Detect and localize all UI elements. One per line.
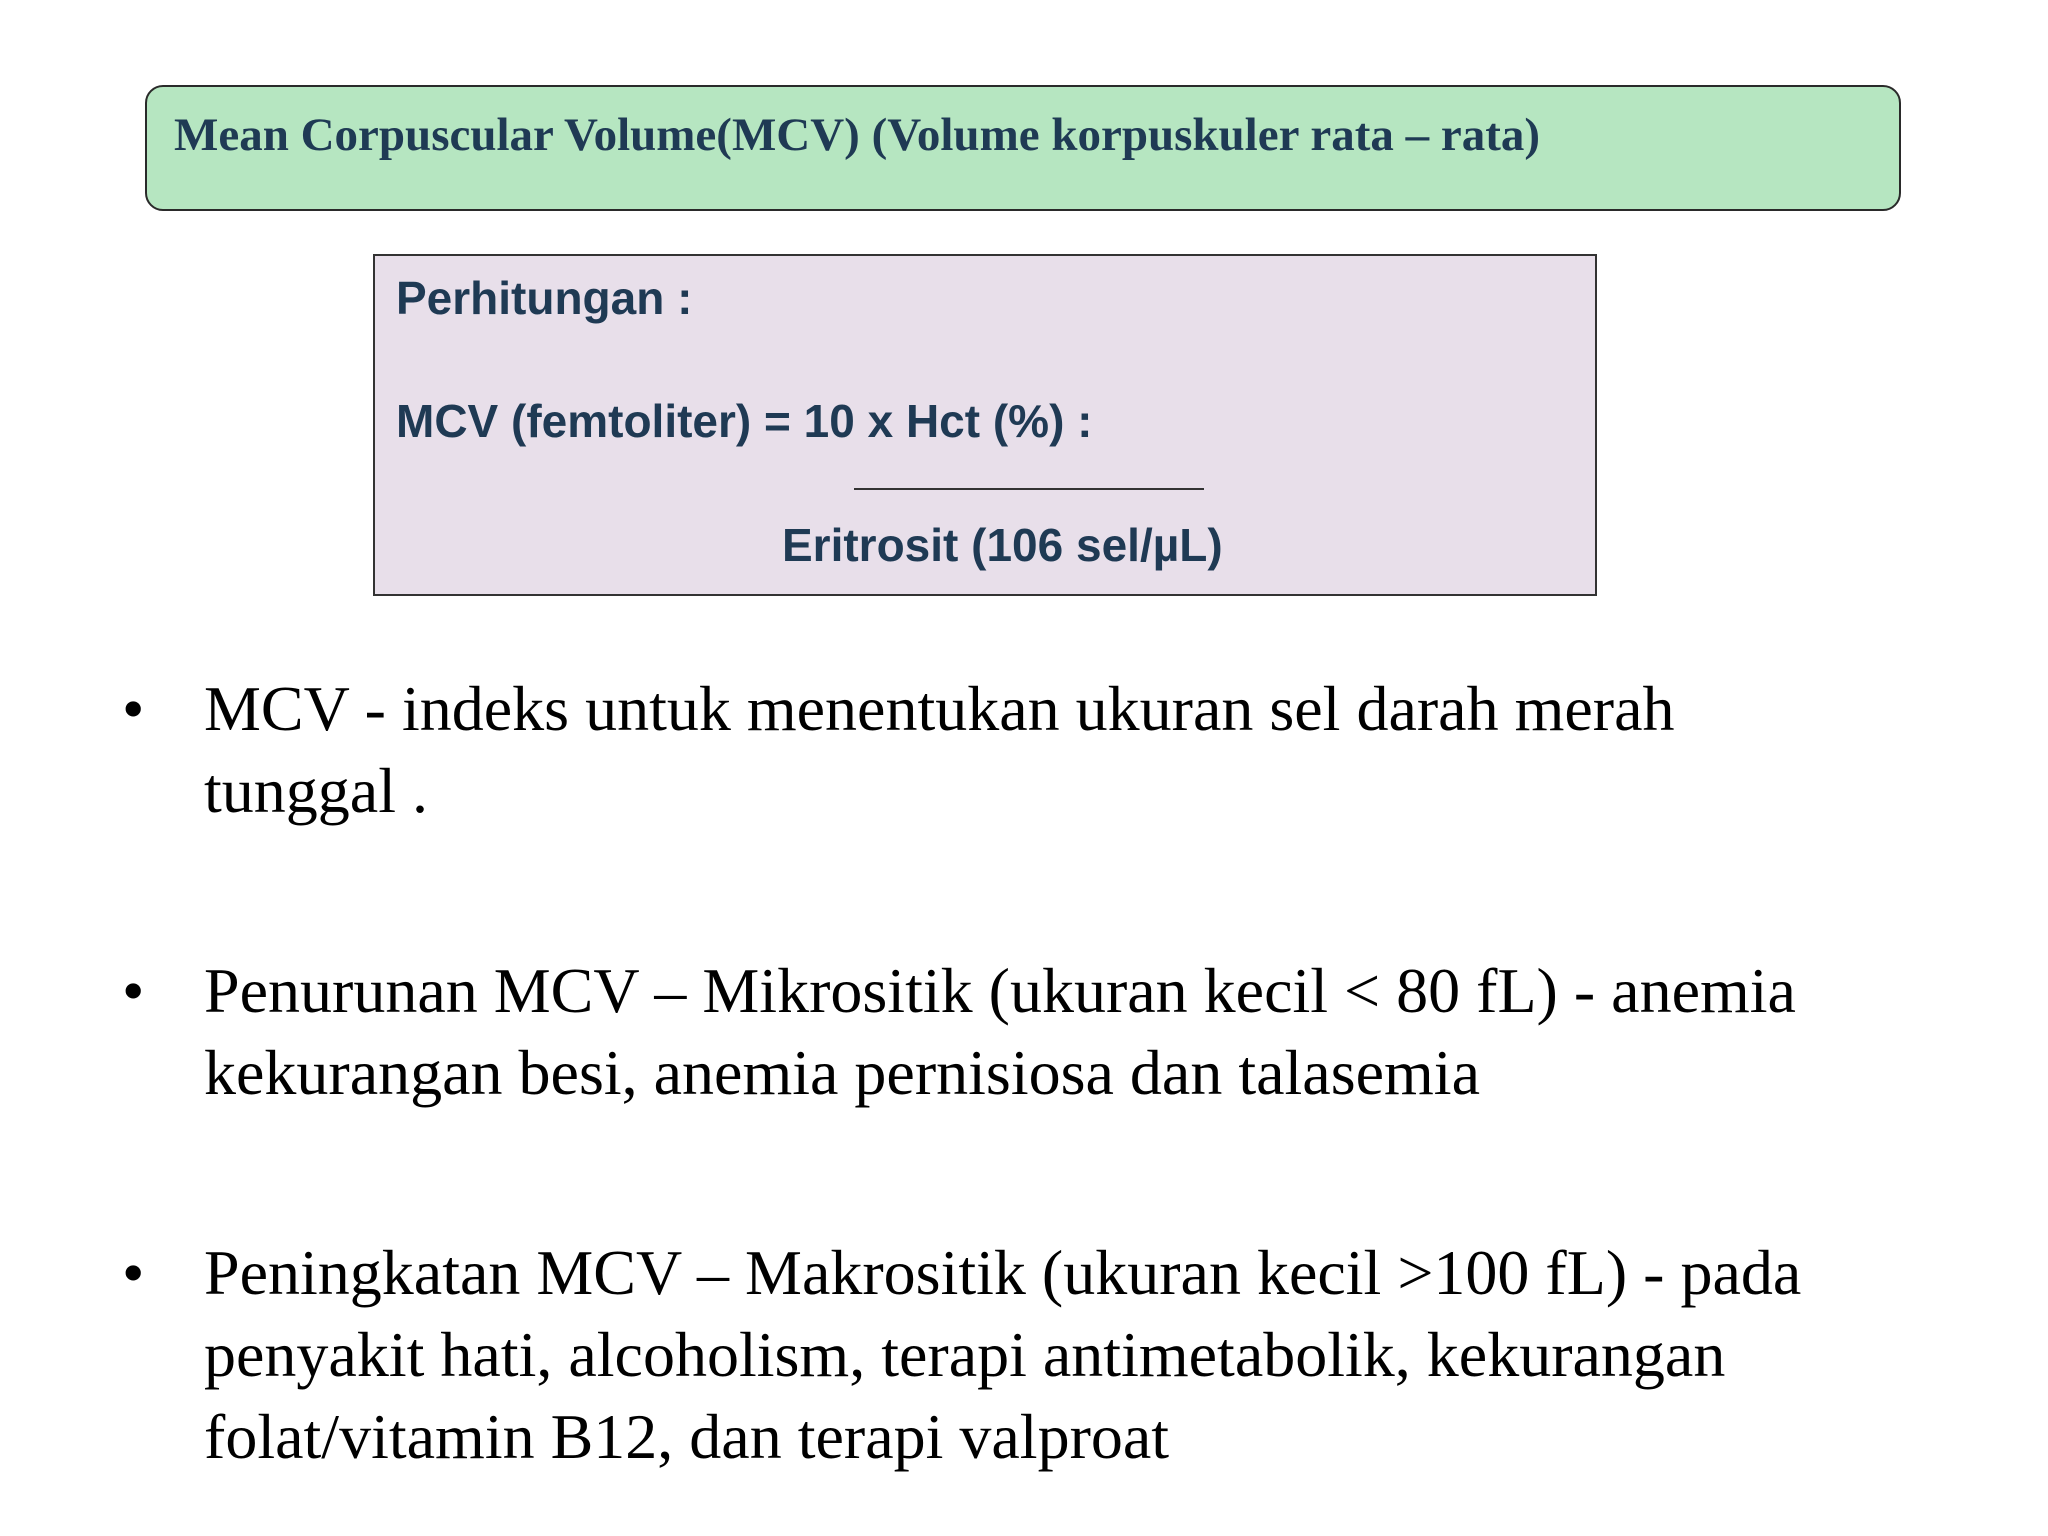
bullet-dot-icon: • bbox=[122, 1237, 145, 1308]
formula-numerator: MCV (femtoliter) = 10 x Hct (%) : bbox=[396, 395, 1093, 447]
bullet-text: Peningkatan MCV – Makrositik (ukuran kecil >100 fL) - pada penyakit hati, alcoholism, terapi antimetabolik, kekurangan folat/vitamin B12, dan terapi valproat bbox=[204, 1237, 1802, 1472]
slide-title: Mean Corpuscular Volume(MCV) (Volume korpuskuler rata – rata) bbox=[174, 109, 1541, 161]
bullet-text: MCV - indeks untuk menentukan ukuran sel darah merah tunggal . bbox=[204, 673, 1675, 826]
formula-heading: Perhitungan : bbox=[396, 272, 693, 324]
bullet-text: Penurunan MCV – Mikrositik (ukuran kecil < 80 fL) - anemia kekurangan besi, anemia pernisiosa dan talasemia bbox=[204, 955, 1796, 1108]
bullet-dot-icon: • bbox=[122, 955, 145, 1026]
formula-denominator: Eritrosit (106 sel/µL) bbox=[782, 519, 1223, 571]
bullet-dot-icon: • bbox=[122, 673, 145, 744]
